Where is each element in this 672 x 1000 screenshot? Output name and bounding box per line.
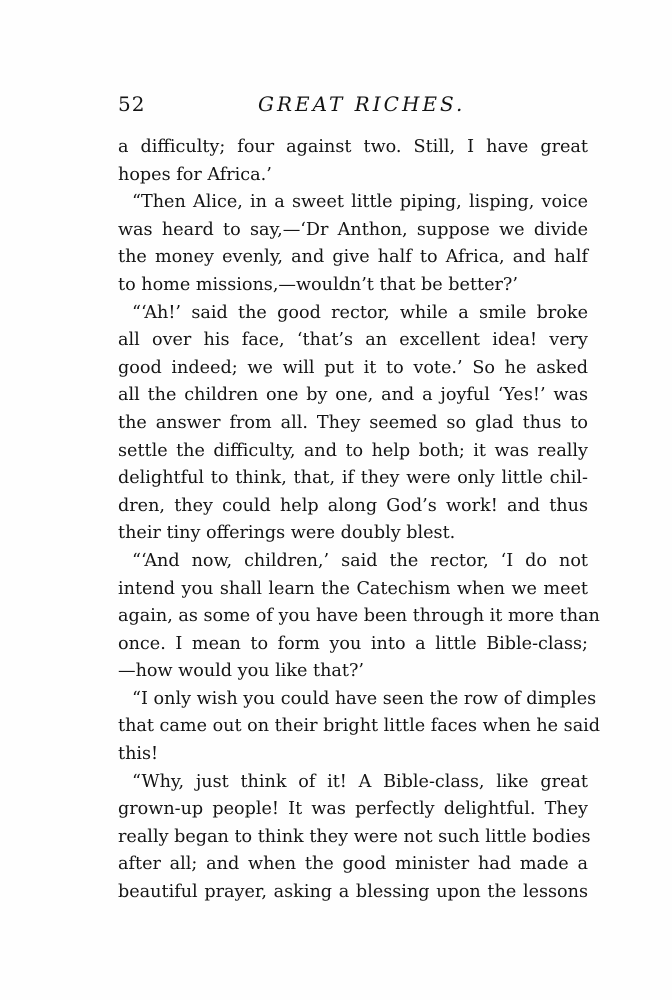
text-line: settle the difficulty, and to help both; it was really bbox=[118, 440, 588, 461]
text-line: hopes for Africa.’ bbox=[118, 164, 272, 185]
body-text bbox=[118, 134, 601, 907]
page-number: 52 bbox=[118, 92, 146, 116]
text-line: all the children one by one, and a joyful ‘Yes!’ was bbox=[118, 385, 588, 406]
text-line: was heard to say,—‘Dr Anthon, suppose we divide bbox=[118, 219, 588, 240]
running-head: GREAT RICHES. bbox=[258, 92, 466, 116]
text-line: dren, they could help along God’s work! and thus bbox=[118, 495, 588, 516]
text-line: this! bbox=[118, 744, 159, 765]
text-line: grown-up people! It was perfectly delightful. They bbox=[118, 799, 588, 820]
text-line: the money evenly, and give half to Africa, and half bbox=[118, 247, 588, 268]
text-line: delightful to think, that, if they were only little chil- bbox=[118, 468, 588, 489]
text-line: again, as some of you have been through it more than bbox=[118, 606, 600, 627]
text-line: “‘Ah!’ said the good rector, while a smile broke bbox=[132, 302, 588, 323]
text-line: “‘And now, children,’ said the rector, ‘I do not bbox=[132, 550, 588, 571]
text-line: —how would you like that?’ bbox=[118, 661, 364, 682]
text-line: “I only wish you could have seen the row of dimples bbox=[132, 688, 597, 709]
text-line: their tiny offerings were doubly blest. bbox=[118, 523, 456, 544]
text-line: “Why, just think of it! A Bible-class, like great bbox=[132, 771, 588, 792]
text-line: after all; and when the good minister had made a bbox=[118, 854, 588, 875]
text-line: good indeed; we will put it to vote.’ So he asked bbox=[118, 357, 588, 378]
text-line: the answer from all. They seemed so glad thus to bbox=[118, 412, 588, 433]
text-line: really began to think they were not such little bodies bbox=[118, 826, 591, 847]
text-line: beautiful prayer, asking a blessing upon the lessons bbox=[118, 882, 588, 903]
text-line: a difficulty; four against two. Still, I have great bbox=[118, 137, 588, 157]
text-line: all over his face, ‘that’s an excellent idea! very bbox=[118, 330, 588, 351]
text-line: once. I mean to form you into a little Bible-class; bbox=[118, 633, 588, 654]
text-line: to home missions,—wouldn’t that be better?’ bbox=[118, 274, 518, 295]
text-line: intend you shall learn the Catechism when we meet bbox=[118, 578, 588, 599]
text-line: “Then Alice, in a sweet little piping, lisping, voice bbox=[132, 192, 588, 213]
page-header bbox=[118, 92, 588, 122]
text-line: that came out on their bright little faces when he said bbox=[118, 716, 601, 737]
